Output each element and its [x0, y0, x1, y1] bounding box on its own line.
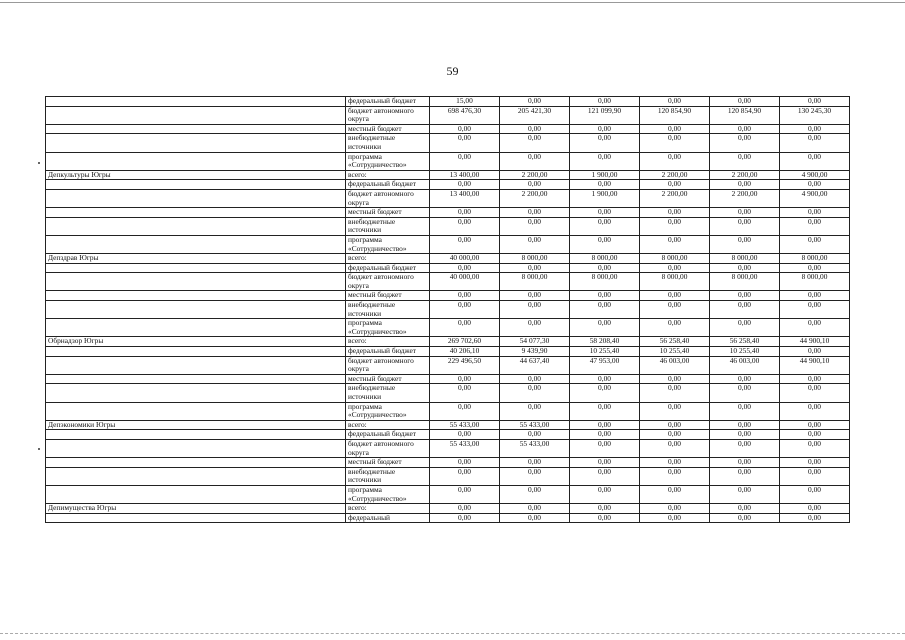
amount-cell: 130 245,30	[780, 106, 850, 124]
amount-cell: 0,00	[710, 439, 780, 457]
funding-source-cell: федеральный	[346, 513, 430, 523]
amount-cell: 10 255,40	[570, 347, 640, 357]
amount-cell: 0,00	[640, 439, 710, 457]
amount-cell: 4 900,00	[780, 170, 850, 180]
amount-cell: 229 496,50	[430, 356, 500, 374]
amount-cell: 0,00	[500, 467, 570, 485]
department-cell	[46, 217, 346, 235]
funding-source-cell: внебюджетные источники	[346, 467, 430, 485]
amount-cell: 8 000,00	[710, 254, 780, 264]
department-cell	[46, 180, 346, 190]
amount-cell: 2 200,00	[640, 189, 710, 207]
amount-cell: 0,00	[500, 124, 570, 134]
amount-cell: 0,00	[710, 291, 780, 301]
amount-cell: 205 421,30	[500, 106, 570, 124]
department-cell	[46, 134, 346, 152]
funding-source-cell: местный бюджет	[346, 458, 430, 468]
department-cell: Депкультуры Югры	[46, 170, 346, 180]
amount-cell: 8 000,00	[780, 273, 850, 291]
amount-cell: 44 637,40	[500, 356, 570, 374]
department-cell	[46, 106, 346, 124]
table-row	[46, 254, 850, 264]
amount-cell: 55 433,00	[500, 439, 570, 457]
amount-cell: 0,00	[570, 513, 640, 523]
amount-cell: 0,00	[640, 235, 710, 253]
amount-cell: 54 077,30	[500, 337, 570, 347]
amount-cell: 0,00	[640, 513, 710, 523]
table-row	[46, 467, 850, 485]
amount-cell: 13 400,00	[430, 170, 500, 180]
amount-cell: 120 854,90	[710, 106, 780, 124]
amount-cell: 8 000,00	[570, 273, 640, 291]
amount-cell: 0,00	[570, 430, 640, 440]
amount-cell: 0,00	[710, 152, 780, 170]
department-cell	[46, 458, 346, 468]
amount-cell: 0,00	[500, 374, 570, 384]
amount-cell: 0,00	[500, 485, 570, 503]
table-row	[46, 513, 850, 523]
department-cell	[46, 124, 346, 134]
amount-cell: 0,00	[780, 291, 850, 301]
table-row	[46, 504, 850, 514]
scan-speck	[38, 448, 40, 450]
amount-cell: 0,00	[710, 208, 780, 218]
amount-cell: 0,00	[780, 347, 850, 357]
department-cell	[46, 439, 346, 457]
department-cell	[46, 152, 346, 170]
funding-source-cell: федеральный бюджет	[346, 347, 430, 357]
department-cell	[46, 208, 346, 218]
table-row	[46, 97, 850, 107]
amount-cell: 0,00	[430, 485, 500, 503]
amount-cell: 0,00	[710, 430, 780, 440]
amount-cell: 0,00	[430, 134, 500, 152]
department-cell	[46, 97, 346, 107]
department-cell	[46, 291, 346, 301]
funding-source-cell: всего:	[346, 254, 430, 264]
amount-cell: 0,00	[780, 235, 850, 253]
table-row	[46, 124, 850, 134]
amount-cell: 0,00	[640, 301, 710, 319]
amount-cell: 2 200,00	[710, 170, 780, 180]
department-cell	[46, 430, 346, 440]
table-row	[46, 152, 850, 170]
department-cell	[46, 356, 346, 374]
amount-cell: 56 258,40	[640, 337, 710, 347]
amount-cell: 2 200,00	[640, 170, 710, 180]
amount-cell: 0,00	[430, 263, 500, 273]
amount-cell: 0,00	[710, 301, 780, 319]
funding-source-cell: внебюджетные источники	[346, 134, 430, 152]
amount-cell: 8 000,00	[500, 273, 570, 291]
amount-cell: 0,00	[640, 467, 710, 485]
amount-cell: 0,00	[710, 374, 780, 384]
amount-cell: 0,00	[500, 235, 570, 253]
funding-source-cell: внебюджетные источники	[346, 217, 430, 235]
amount-cell: 0,00	[780, 513, 850, 523]
amount-cell: 44 900,10	[780, 356, 850, 374]
department-cell	[46, 273, 346, 291]
table-row	[46, 180, 850, 190]
amount-cell: 0,00	[430, 467, 500, 485]
amount-cell: 47 953,00	[570, 356, 640, 374]
amount-cell: 0,00	[500, 208, 570, 218]
amount-cell: 0,00	[710, 513, 780, 523]
amount-cell: 0,00	[710, 458, 780, 468]
amount-cell: 10 255,40	[640, 347, 710, 357]
table-row	[46, 301, 850, 319]
amount-cell: 0,00	[570, 467, 640, 485]
funding-source-cell: федеральный бюджет	[346, 430, 430, 440]
amount-cell: 0,00	[780, 319, 850, 337]
funding-source-cell: программа «Сотрудничество»	[346, 485, 430, 503]
amount-cell: 0,00	[640, 402, 710, 420]
amount-cell: 0,00	[500, 263, 570, 273]
amount-cell: 0,00	[640, 180, 710, 190]
table-row	[46, 189, 850, 207]
amount-cell: 9 439,90	[500, 347, 570, 357]
amount-cell: 44 900,10	[780, 337, 850, 347]
amount-cell: 0,00	[430, 124, 500, 134]
funding-source-cell: внебюджетные источники	[346, 301, 430, 319]
department-cell	[46, 263, 346, 273]
amount-cell: 0,00	[710, 263, 780, 273]
amount-cell: 0,00	[640, 152, 710, 170]
amount-cell: 0,00	[710, 319, 780, 337]
amount-cell: 0,00	[780, 134, 850, 152]
amount-cell: 0,00	[430, 513, 500, 523]
table-row	[46, 420, 850, 430]
amount-cell: 0,00	[500, 402, 570, 420]
budget-table-container	[45, 96, 850, 610]
amount-cell: 55 433,00	[430, 439, 500, 457]
amount-cell: 0,00	[780, 152, 850, 170]
amount-cell: 0,00	[780, 458, 850, 468]
amount-cell: 0,00	[640, 458, 710, 468]
amount-cell: 15,00	[430, 97, 500, 107]
table-row	[46, 402, 850, 420]
amount-cell: 0,00	[570, 319, 640, 337]
amount-cell: 0,00	[780, 420, 850, 430]
budget-table-body	[46, 97, 850, 523]
amount-cell: 0,00	[780, 97, 850, 107]
scan-speck	[38, 162, 40, 164]
amount-cell: 55 433,00	[430, 420, 500, 430]
amount-cell: 0,00	[430, 430, 500, 440]
table-row	[46, 208, 850, 218]
amount-cell: 0,00	[430, 384, 500, 402]
amount-cell: 4 900,00	[780, 189, 850, 207]
amount-cell: 0,00	[570, 217, 640, 235]
amount-cell: 0,00	[640, 97, 710, 107]
scan-top-edge	[0, 2, 905, 3]
amount-cell: 46 003,00	[640, 356, 710, 374]
funding-source-cell: внебюджетные источники	[346, 384, 430, 402]
amount-cell: 40 206,10	[430, 347, 500, 357]
table-row	[46, 319, 850, 337]
table-row	[46, 458, 850, 468]
amount-cell: 0,00	[640, 504, 710, 514]
amount-cell: 0,00	[570, 420, 640, 430]
table-row	[46, 347, 850, 357]
amount-cell: 0,00	[710, 134, 780, 152]
amount-cell: 0,00	[430, 152, 500, 170]
amount-cell: 0,00	[710, 402, 780, 420]
amount-cell: 0,00	[570, 402, 640, 420]
funding-source-cell: бюджет автономного округа	[346, 189, 430, 207]
amount-cell: 0,00	[430, 180, 500, 190]
funding-source-cell: программа «Сотрудничество»	[346, 402, 430, 420]
amount-cell: 1 900,00	[570, 170, 640, 180]
table-row	[46, 273, 850, 291]
amount-cell: 0,00	[500, 504, 570, 514]
budget-table	[45, 96, 850, 523]
funding-source-cell: программа «Сотрудничество»	[346, 319, 430, 337]
amount-cell: 0,00	[780, 374, 850, 384]
amount-cell: 8 000,00	[640, 254, 710, 264]
amount-cell: 0,00	[500, 97, 570, 107]
amount-cell: 0,00	[500, 458, 570, 468]
amount-cell: 0,00	[640, 134, 710, 152]
amount-cell: 0,00	[430, 291, 500, 301]
table-row	[46, 430, 850, 440]
amount-cell: 0,00	[430, 301, 500, 319]
amount-cell: 8 000,00	[710, 273, 780, 291]
amount-cell: 121 099,90	[570, 106, 640, 124]
funding-source-cell: всего:	[346, 337, 430, 347]
funding-source-cell: федеральный бюджет	[346, 263, 430, 273]
amount-cell: 46 003,00	[710, 356, 780, 374]
amount-cell: 0,00	[570, 458, 640, 468]
department-cell	[46, 235, 346, 253]
table-row	[46, 263, 850, 273]
department-cell	[46, 485, 346, 503]
funding-source-cell: бюджет автономного округа	[346, 439, 430, 457]
amount-cell: 0,00	[570, 152, 640, 170]
amount-cell: 0,00	[640, 485, 710, 503]
amount-cell: 0,00	[500, 134, 570, 152]
funding-source-cell: бюджет автономного округа	[346, 106, 430, 124]
amount-cell: 0,00	[570, 235, 640, 253]
funding-source-cell: программа «Сотрудничество»	[346, 152, 430, 170]
amount-cell: 0,00	[430, 374, 500, 384]
funding-source-cell: бюджет автономного округа	[346, 273, 430, 291]
amount-cell: 0,00	[710, 235, 780, 253]
table-row	[46, 356, 850, 374]
amount-cell: 0,00	[710, 420, 780, 430]
amount-cell: 0,00	[500, 384, 570, 402]
amount-cell: 0,00	[430, 458, 500, 468]
amount-cell: 8 000,00	[640, 273, 710, 291]
amount-cell: 1 900,00	[570, 189, 640, 207]
amount-cell: 0,00	[710, 217, 780, 235]
funding-source-cell: местный бюджет	[346, 374, 430, 384]
amount-cell: 10 255,40	[710, 347, 780, 357]
amount-cell: 0,00	[780, 124, 850, 134]
amount-cell: 55 433,00	[500, 420, 570, 430]
funding-source-cell: бюджет автономного округа	[346, 356, 430, 374]
table-row	[46, 384, 850, 402]
amount-cell: 0,00	[570, 208, 640, 218]
amount-cell: 269 702,60	[430, 337, 500, 347]
amount-cell: 0,00	[570, 180, 640, 190]
amount-cell: 0,00	[780, 485, 850, 503]
department-cell	[46, 189, 346, 207]
department-cell: Депэкономики Югры	[46, 420, 346, 430]
amount-cell: 0,00	[430, 319, 500, 337]
department-cell: Депздрав Югры	[46, 254, 346, 264]
amount-cell: 0,00	[710, 504, 780, 514]
department-cell	[46, 467, 346, 485]
amount-cell: 2 200,00	[710, 189, 780, 207]
amount-cell: 0,00	[430, 235, 500, 253]
amount-cell: 0,00	[500, 217, 570, 235]
amount-cell: 0,00	[710, 97, 780, 107]
amount-cell: 0,00	[780, 504, 850, 514]
amount-cell: 0,00	[780, 467, 850, 485]
amount-cell: 0,00	[640, 291, 710, 301]
funding-source-cell: программа «Сотрудничество»	[346, 235, 430, 253]
amount-cell: 0,00	[430, 208, 500, 218]
amount-cell: 0,00	[570, 291, 640, 301]
amount-cell: 120 854,90	[640, 106, 710, 124]
amount-cell: 0,00	[780, 402, 850, 420]
amount-cell: 0,00	[640, 208, 710, 218]
amount-cell: 0,00	[430, 402, 500, 420]
amount-cell: 0,00	[570, 134, 640, 152]
amount-cell: 56 258,40	[710, 337, 780, 347]
department-cell: Депимущества Югры	[46, 504, 346, 514]
table-row	[46, 217, 850, 235]
amount-cell: 0,00	[710, 467, 780, 485]
amount-cell: 0,00	[500, 180, 570, 190]
department-cell	[46, 301, 346, 319]
amount-cell: 0,00	[570, 504, 640, 514]
funding-source-cell: местный бюджет	[346, 291, 430, 301]
funding-source-cell: местный бюджет	[346, 124, 430, 134]
amount-cell: 0,00	[570, 374, 640, 384]
amount-cell: 40 000,00	[430, 254, 500, 264]
amount-cell: 0,00	[640, 374, 710, 384]
amount-cell: 0,00	[780, 439, 850, 457]
amount-cell: 0,00	[500, 430, 570, 440]
amount-cell: 0,00	[570, 439, 640, 457]
amount-cell: 0,00	[570, 301, 640, 319]
amount-cell: 0,00	[640, 263, 710, 273]
table-row	[46, 106, 850, 124]
scan-bottom-edge	[0, 633, 905, 634]
amount-cell: 0,00	[710, 124, 780, 134]
amount-cell: 0,00	[780, 217, 850, 235]
amount-cell: 0,00	[570, 384, 640, 402]
amount-cell: 2 200,00	[500, 170, 570, 180]
amount-cell: 40 000,00	[430, 273, 500, 291]
amount-cell: 0,00	[710, 485, 780, 503]
amount-cell: 0,00	[430, 504, 500, 514]
amount-cell: 0,00	[640, 124, 710, 134]
amount-cell: 0,00	[570, 124, 640, 134]
amount-cell: 0,00	[640, 319, 710, 337]
amount-cell: 0,00	[640, 420, 710, 430]
funding-source-cell: федеральный бюджет	[346, 97, 430, 107]
funding-source-cell: всего:	[346, 170, 430, 180]
amount-cell: 0,00	[570, 263, 640, 273]
table-row	[46, 439, 850, 457]
amount-cell: 58 208,40	[570, 337, 640, 347]
table-row	[46, 235, 850, 253]
page-number: 59	[446, 64, 459, 78]
amount-cell: 8 000,00	[500, 254, 570, 264]
department-cell	[46, 374, 346, 384]
amount-cell: 0,00	[780, 430, 850, 440]
table-row	[46, 170, 850, 180]
amount-cell: 0,00	[570, 485, 640, 503]
amount-cell: 0,00	[500, 319, 570, 337]
amount-cell: 0,00	[640, 384, 710, 402]
table-row	[46, 134, 850, 152]
amount-cell: 0,00	[780, 384, 850, 402]
amount-cell: 0,00	[500, 152, 570, 170]
amount-cell: 0,00	[780, 263, 850, 273]
amount-cell: 2 200,00	[500, 189, 570, 207]
amount-cell: 0,00	[640, 217, 710, 235]
funding-source-cell: федеральный бюджет	[346, 180, 430, 190]
department-cell	[46, 347, 346, 357]
amount-cell: 0,00	[710, 180, 780, 190]
amount-cell: 0,00	[500, 291, 570, 301]
amount-cell: 0,00	[780, 208, 850, 218]
amount-cell: 13 400,00	[430, 189, 500, 207]
amount-cell: 0,00	[710, 384, 780, 402]
department-cell	[46, 513, 346, 523]
amount-cell: 0,00	[430, 217, 500, 235]
funding-source-cell: всего:	[346, 504, 430, 514]
amount-cell: 0,00	[780, 301, 850, 319]
amount-cell: 8 000,00	[780, 254, 850, 264]
amount-cell: 8 000,00	[570, 254, 640, 264]
amount-cell: 0,00	[500, 513, 570, 523]
table-row	[46, 291, 850, 301]
department-cell	[46, 319, 346, 337]
department-cell	[46, 384, 346, 402]
funding-source-cell: всего:	[346, 420, 430, 430]
department-cell	[46, 402, 346, 420]
amount-cell: 0,00	[780, 180, 850, 190]
amount-cell: 0,00	[500, 301, 570, 319]
department-cell: Обрнадзор Югры	[46, 337, 346, 347]
funding-source-cell: местный бюджет	[346, 208, 430, 218]
table-row	[46, 337, 850, 347]
amount-cell: 0,00	[640, 430, 710, 440]
table-row	[46, 485, 850, 503]
table-row	[46, 374, 850, 384]
amount-cell: 0,00	[570, 97, 640, 107]
amount-cell: 698 476,30	[430, 106, 500, 124]
